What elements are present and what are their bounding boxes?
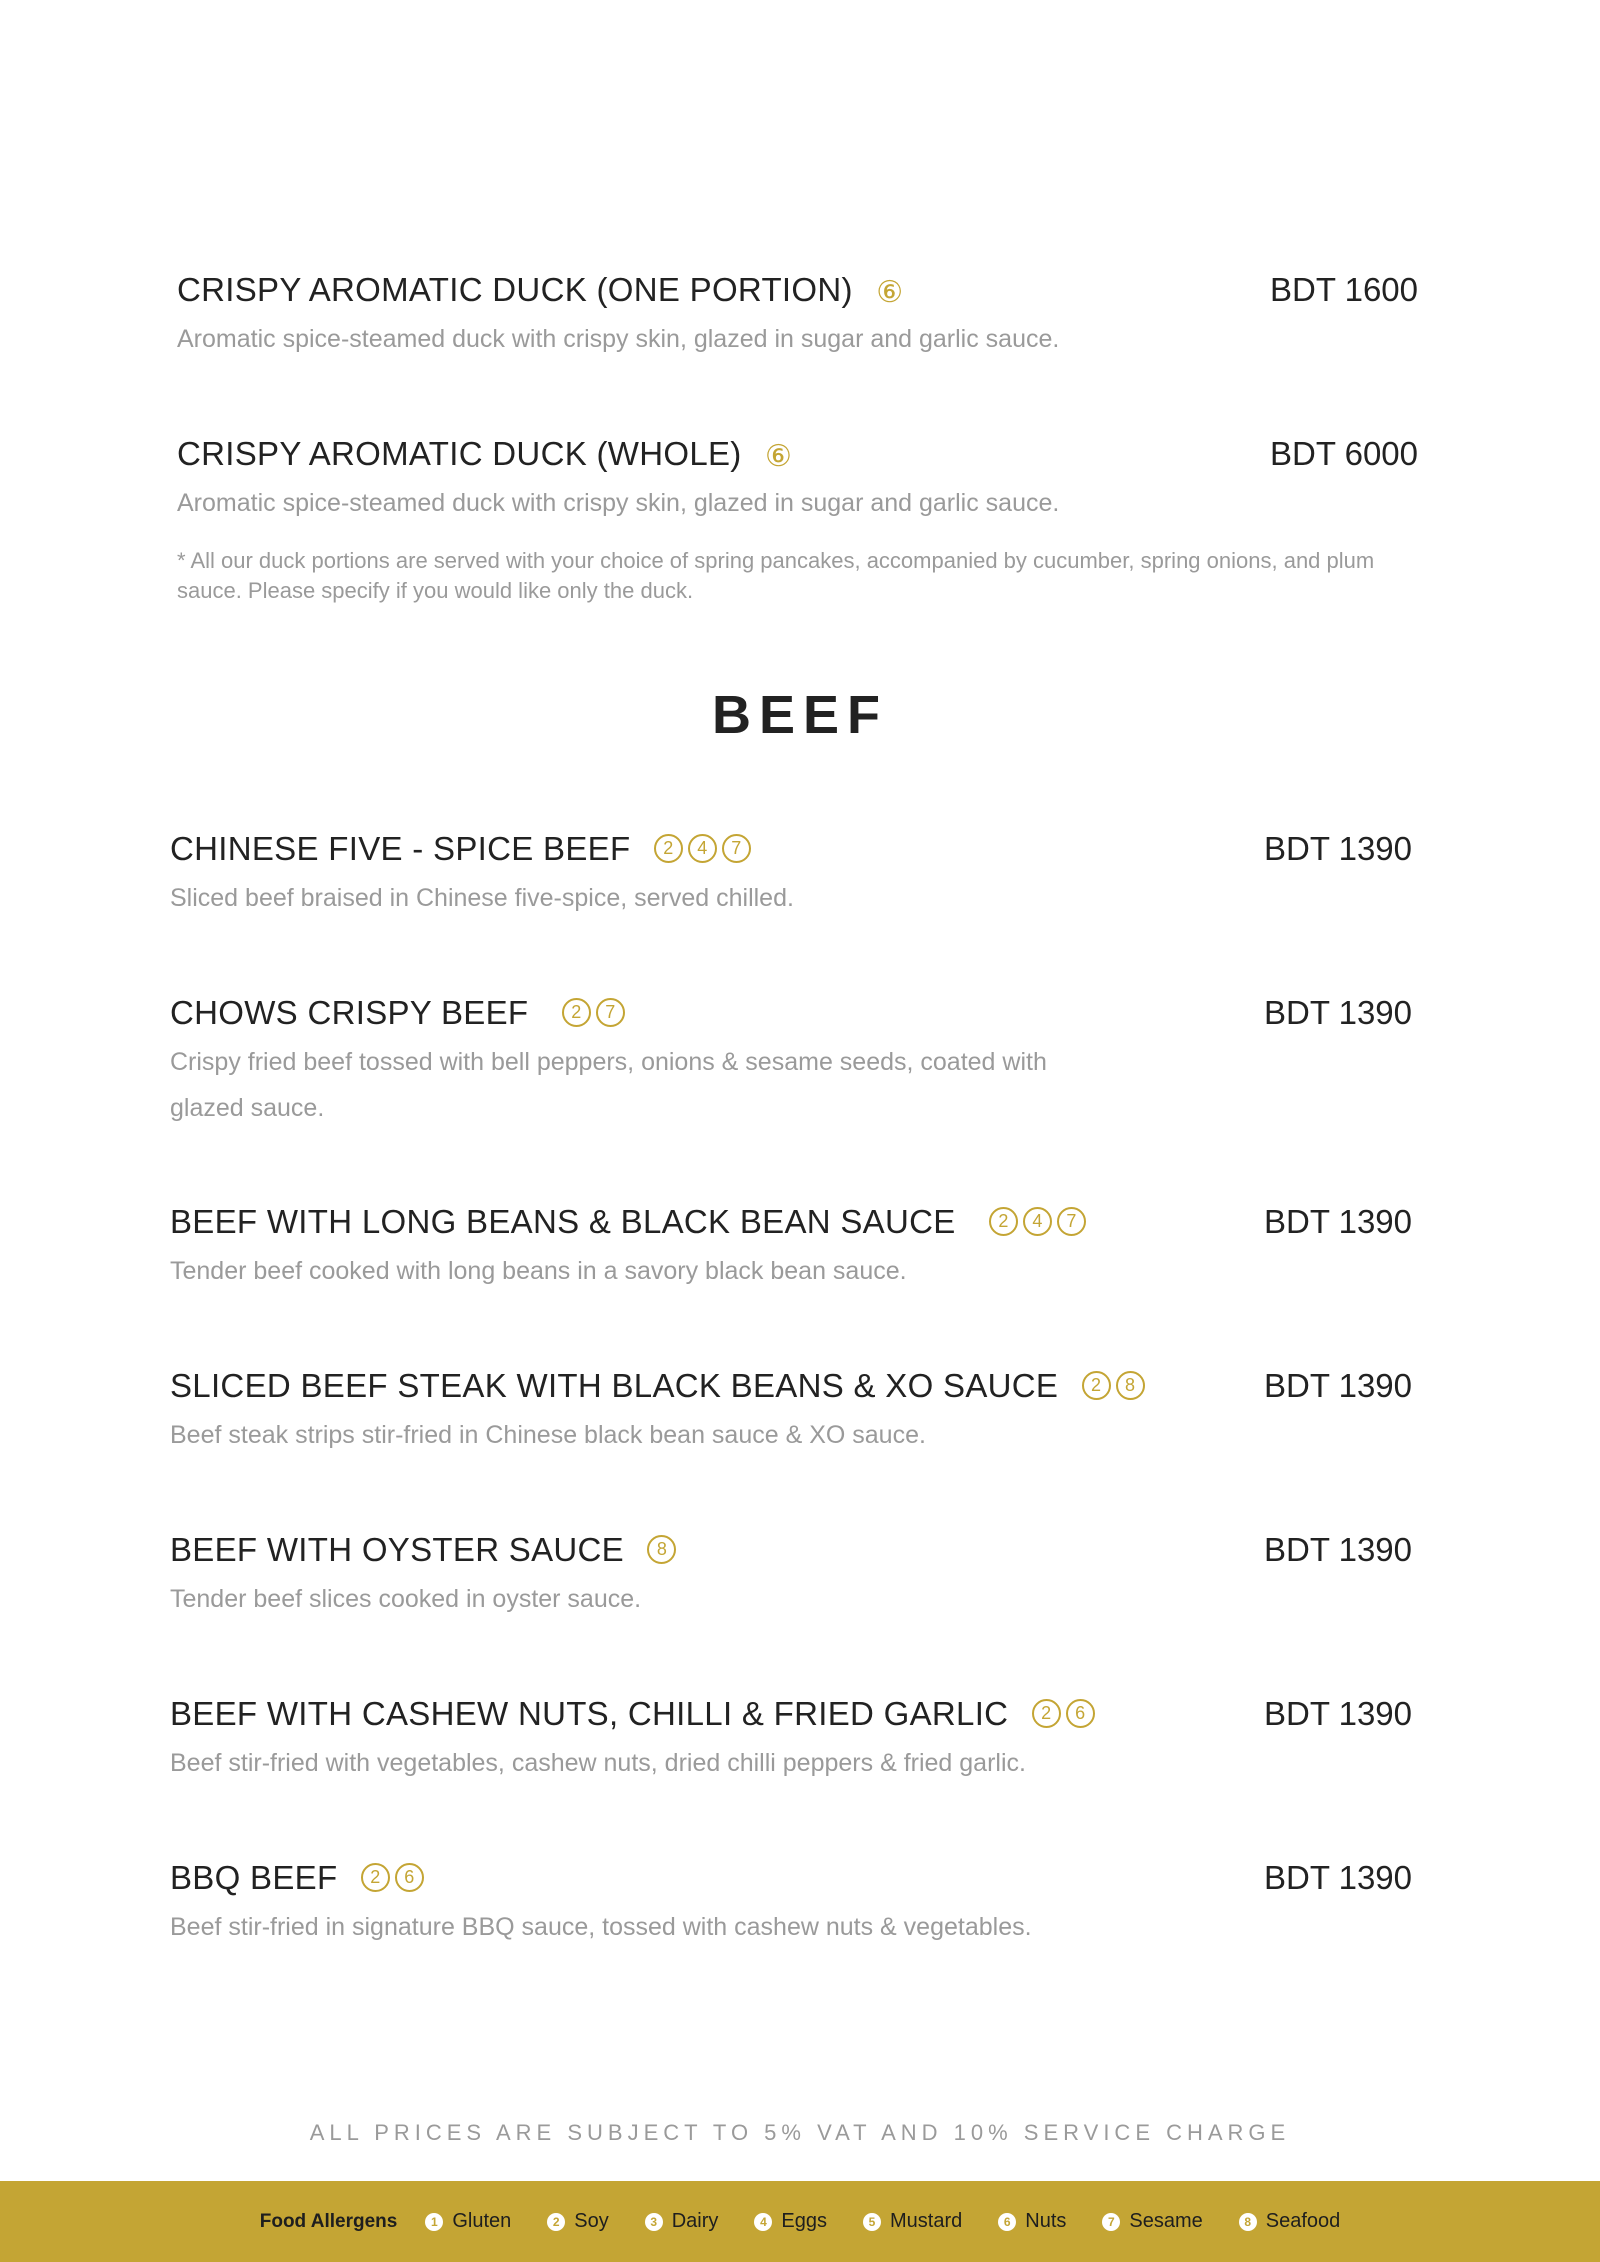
item-name: CHINESE FIVE - SPICE BEEF <box>170 830 631 867</box>
item-description: Crispy fried beef tossed with bell peppers, onions & sesame seeds, coated with glazed sauce. <box>170 1048 1047 1122</box>
allergen-label: Seafood <box>1265 2210 1341 2232</box>
allergen-badge: 8 <box>1116 1371 1145 1400</box>
item-name: BEEF WITH LONG BEANS & BLACK BEAN SAUCE <box>170 1203 956 1240</box>
allergen-label: Nuts <box>1025 2210 1067 2232</box>
allergen-badges <box>1032 1694 1100 1734</box>
allergen-legend-item <box>547 2210 608 2233</box>
item-description: Beef steak strips stir-fried in Chinese black bean sauce & XO sauce. <box>170 1421 926 1449</box>
allergen-label: Dairy <box>671 2210 719 2232</box>
allergen-label: Mustard <box>890 2210 963 2232</box>
allergen-badge: 6 <box>395 1863 424 1892</box>
allergen-badge: 2 <box>562 998 591 1027</box>
allergen-badge: 2 <box>361 1863 390 1892</box>
section-title: BEEF <box>711 685 889 745</box>
allergen-number: 1 <box>425 2213 443 2231</box>
allergen-badge: 2 <box>989 1207 1018 1236</box>
allergen-badges <box>647 1530 681 1570</box>
item-price: BDT 1390 <box>1264 1695 1412 1732</box>
item-name: BBQ BEEF <box>170 1859 338 1896</box>
allergen-number: 6 <box>998 2213 1016 2231</box>
allergen-badge: 7 <box>722 834 751 863</box>
allergen-number: 8 <box>1239 2213 1257 2231</box>
item-description: Tender beef slices cooked in oyster sauce. <box>170 1585 642 1613</box>
menu-item <box>170 1202 1412 1294</box>
allergen-badge: 6 <box>1066 1699 1095 1728</box>
allergen-legend-item <box>1239 2210 1341 2233</box>
allergen-badges <box>765 434 797 474</box>
item-description: Aromatic spice-steamed duck with crispy skin, glazed in sugar and garlic sauce. <box>177 325 1060 353</box>
menu-item <box>170 1530 1412 1622</box>
allergen-legend-item <box>998 2210 1066 2233</box>
menu-item <box>170 1858 1412 1950</box>
allergen-legend <box>0 2181 1600 2262</box>
allergen-badges <box>876 270 908 310</box>
allergen-number: 3 <box>645 2213 663 2231</box>
item-description: Beef stir-fried with vegetables, cashew nuts, dried chilli peppers & fried garlic. <box>170 1749 1026 1777</box>
item-price: BDT 1390 <box>1264 1859 1412 1896</box>
allergen-badges <box>989 1202 1091 1242</box>
item-name: CRISPY AROMATIC DUCK (ONE PORTION) <box>177 271 853 308</box>
item-name: SLICED BEEF STEAK WITH BLACK BEANS & XO SAUCE <box>170 1367 1059 1404</box>
allergen-legend-item <box>863 2210 962 2233</box>
duck-footnote: * All our duck portions are served with your choice of spring pancakes, accompanied by cucumber, spring onions, and plum sauce. Please specify if you would like only the duck. <box>177 548 1375 603</box>
menu-item <box>170 829 1412 921</box>
allergen-badges <box>1082 1366 1150 1406</box>
menu-item <box>170 1366 1412 1458</box>
allergen-legend-item <box>645 2210 719 2233</box>
menu-item <box>170 993 1412 1131</box>
allergen-badge: ⑥ <box>876 275 904 309</box>
item-price: BDT 6000 <box>1270 435 1418 472</box>
allergen-label: Sesame <box>1129 2210 1203 2232</box>
menu-item <box>177 434 1418 526</box>
item-price: BDT 1390 <box>1264 994 1412 1031</box>
allergen-badges <box>562 993 630 1033</box>
item-description: Tender beef cooked with long beans in a savory black bean sauce. <box>170 1257 907 1285</box>
item-price: BDT 1390 <box>1264 1203 1412 1240</box>
item-description: Sliced beef braised in Chinese five-spice, served chilled. <box>170 884 794 912</box>
allergen-badges <box>654 829 756 869</box>
allergen-number: 2 <box>547 2213 565 2231</box>
allergen-badge: 2 <box>654 834 683 863</box>
menu-item <box>170 1694 1412 1786</box>
item-price: BDT 1390 <box>1264 830 1412 867</box>
item-name: CRISPY AROMATIC DUCK (WHOLE) <box>177 435 742 472</box>
allergen-number: 7 <box>1102 2213 1120 2231</box>
item-price: BDT 1390 <box>1264 1531 1412 1568</box>
allergen-legend-title: Food Allergens <box>259 2210 398 2232</box>
allergen-badge: 4 <box>688 834 717 863</box>
item-name: BEEF WITH OYSTER SAUCE <box>170 1531 624 1568</box>
allergen-legend-item <box>1102 2210 1202 2233</box>
allergen-badges <box>361 1858 429 1898</box>
allergen-number: 4 <box>754 2213 772 2231</box>
allergen-legend-item <box>754 2210 827 2233</box>
allergen-label: Gluten <box>452 2210 512 2232</box>
allergen-label: Soy <box>574 2210 609 2232</box>
allergen-badge: 2 <box>1082 1371 1111 1400</box>
allergen-badge: 7 <box>1057 1207 1086 1236</box>
allergen-badge: 4 <box>1023 1207 1052 1236</box>
allergen-badge: ⑥ <box>765 439 793 473</box>
item-name: CHOWS CRISPY BEEF <box>170 994 529 1031</box>
allergen-label: Eggs <box>781 2210 827 2232</box>
allergen-legend-item <box>425 2210 511 2233</box>
allergen-badge: 2 <box>1032 1699 1061 1728</box>
item-price: BDT 1390 <box>1264 1367 1412 1404</box>
allergen-badge: 8 <box>647 1535 676 1564</box>
menu-item <box>177 270 1418 362</box>
item-name: BEEF WITH CASHEW NUTS, CHILLI & FRIED GARLIC <box>170 1695 1009 1732</box>
item-price: BDT 1600 <box>1270 271 1418 308</box>
price-disclaimer: ALL PRICES ARE SUBJECT TO 5% VAT AND 10% SERVICE CHARGE <box>309 2120 1291 2145</box>
item-description: Beef stir-fried in signature BBQ sauce, tossed with cashew nuts & vegetables. <box>170 1913 1032 1941</box>
allergen-badge: 7 <box>596 998 625 1027</box>
allergen-number: 5 <box>863 2213 881 2231</box>
item-description: Aromatic spice-steamed duck with crispy skin, glazed in sugar and garlic sauce. <box>177 489 1060 517</box>
